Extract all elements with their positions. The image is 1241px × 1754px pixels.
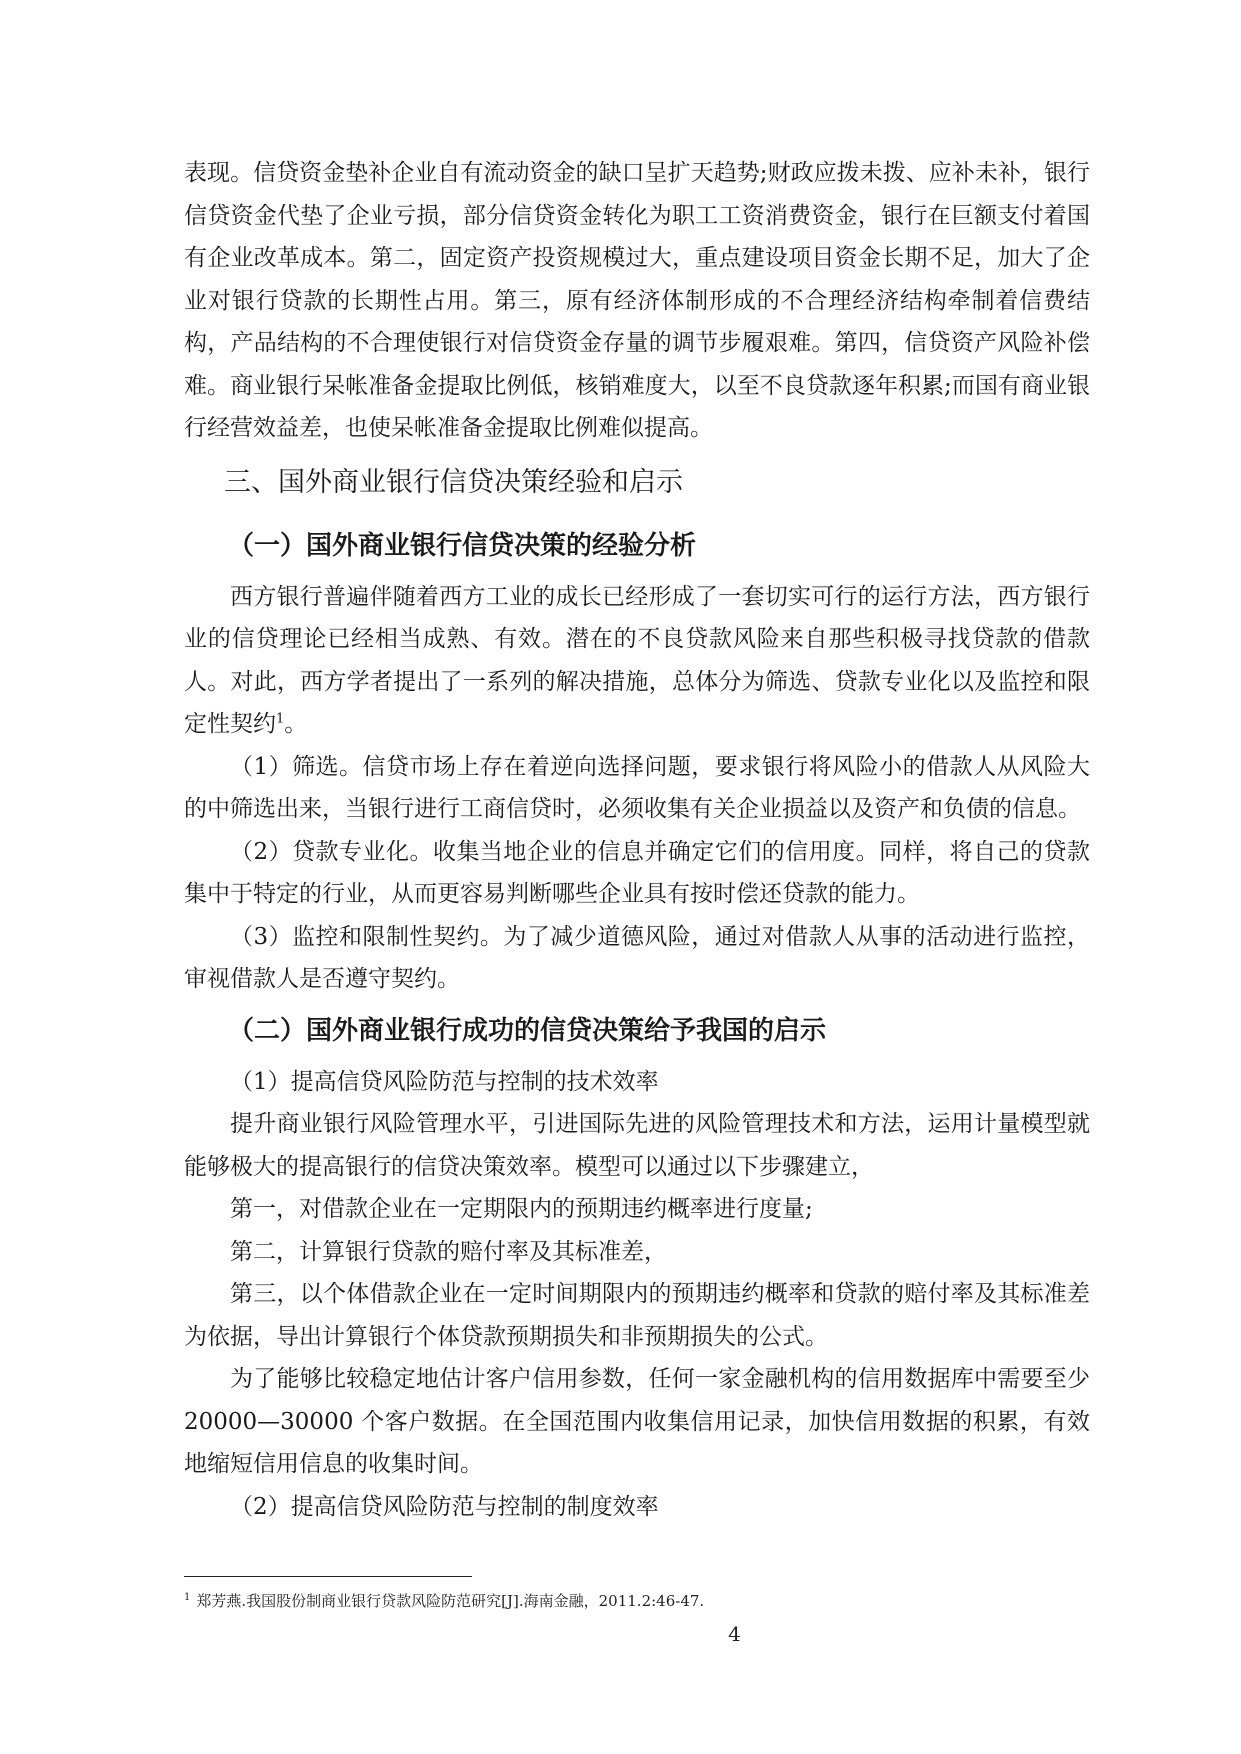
paragraph-2-end: 。 — [284, 711, 308, 737]
body-text — [184, 152, 1090, 1528]
paragraph-step-2: 第二，计算银行贷款的赔付率及其标准差， — [230, 1238, 667, 1265]
footnote-marker: 1 — [184, 1592, 191, 1603]
page-number: 4 — [728, 1622, 741, 1646]
footnote — [184, 1590, 1090, 1612]
paragraph-monitoring: （3）监控和限制性契约。为了减少道德风险，通过对借款人从事的活动进行监控，审视借款人是否遵守契约。 — [184, 923, 1090, 992]
paragraph-institutional-efficiency-heading: （2）提高信贷风险防范与控制的制度效率 — [230, 1493, 659, 1520]
paragraph-credit-data: 为了能够比较稳定地估计客户信用参数，任何一家金融机构的信用数据库中需要至少 20000—30000 个客户数据。在全国范围内收集信用记录，加快信用数据的积累，有效地缩短信用信息的收集时间。 — [184, 1366, 1090, 1477]
section-3-heading: 三、国外商业银行信贷决策经验和启示 — [224, 466, 683, 498]
subsection-2-heading: （二）国外商业银行成功的信贷决策给予我国的启示 — [228, 1015, 827, 1046]
paragraph-1: 表现。信贷资金垫补企业自有流动资金的缺口呈扩天趋势;财政应拨未拨、应补未补，银行信贷资金代垫了企业亏损，部分信贷资金转化为职工工资消费资金，银行在巨额支付着国有企业改革成本。第二，固定资产投资规模过大，重点建设项目资金长期不足，加大了企业对银行贷款的长期性占用。第三，原有经济体制形成的不合理经济结构牵制着信费结构，产品结构的不合理使银行对信贷资金存量的调节步履艰难。第四，信贷资产风险补偿难。商业银行呆帐准备金提取比例低，核销难度大，以至不良贷款逐年积累;而国有商业银行经营效益差，也使呆帐准备金提取比例难似提高。 — [184, 160, 1090, 441]
footnote-separator — [184, 1576, 472, 1577]
paragraph-specialization: （2）贷款专业化。收集当地企业的信息并确定它们的信用度。同样，将自己的贷款集中于特定的行业，从而更容易判断哪些企业具有按时偿还贷款的能力。 — [184, 838, 1090, 907]
footnote-text: 郑芳燕.我国股份制商业银行贷款风险防范研究[J].海南金融，2011.2:46-47. — [196, 1592, 705, 1610]
subsection-1-heading: （一）国外商业银行信贷决策的经验分析 — [228, 530, 697, 561]
paragraph-screening: （1）筛选。信贷市场上存在着逆向选择问题，要求银行将风险小的借款人从风险大的中筛选出来，当银行进行工商信贷时，必须收集有关企业损益以及资产和负债的信息。 — [184, 753, 1090, 822]
paragraph-step-1: 第一，对借款企业在一定期限内的预期违约概率进行度量; — [230, 1196, 813, 1222]
paragraph-2 — [184, 576, 1090, 746]
paragraph-risk-management: 提升商业银行风险管理水平，引进国际先进的风险管理技术和方法，运用计量模型就能够极大的提高银行的信贷决策效率。模型可以通过以下步骤建立， — [184, 1111, 1090, 1180]
footnote-reference[interactable]: 1 — [276, 711, 285, 727]
paragraph-2-text: 西方银行普遍伴随着西方工业的成长已经形成了一套切实可行的运行方法，西方银行业的信贷理论已经相当成熟、有效。潜在的不良贷款风险来自那些积极寻找贷款的借款人。对此，西方学者提出了一系列的解决措施，总体分为筛选、贷款专业化以及监控和限定性契约 — [184, 583, 1090, 737]
paragraph-step-3: 第三，以个体借款企业在一定时间期限内的预期违约概率和贷款的赔付率及其标准差为依据，导出计算银行个体贷款预期损失和非预期损失的公式。 — [184, 1281, 1090, 1350]
paragraph-tech-efficiency-heading: （1）提高信贷风险防范与控制的技术效率 — [230, 1068, 659, 1095]
